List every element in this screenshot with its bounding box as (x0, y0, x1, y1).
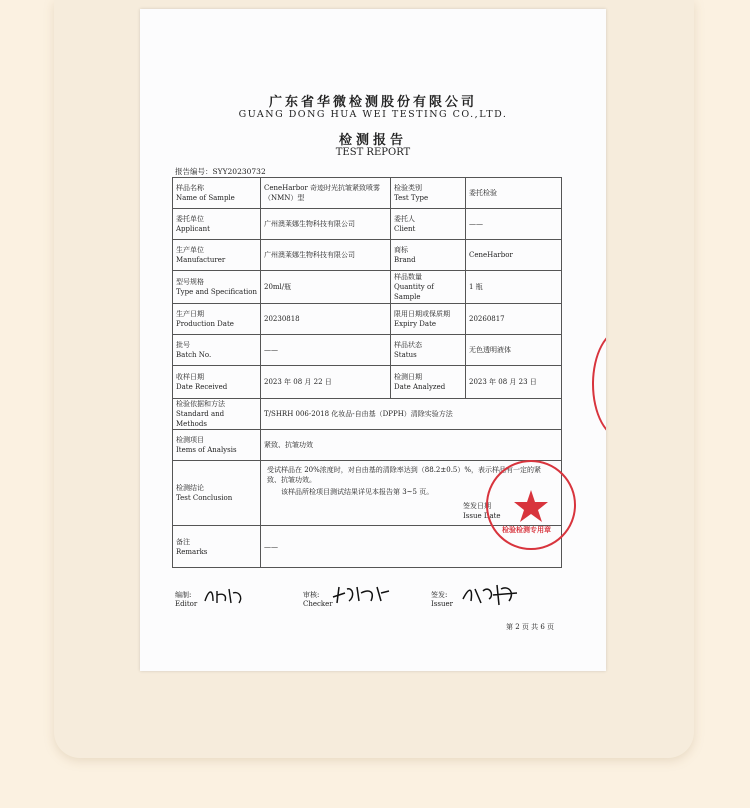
table-row (173, 399, 561, 430)
row-label-en: Test Type (394, 194, 429, 202)
row-label-cn: 样品名称 (176, 184, 204, 192)
standard-value: T/SHRH 006-2018 化妆品-自由基（DPPH）清除实验方法 (264, 410, 453, 418)
row-label-en: Batch No. (176, 351, 212, 359)
row-label-cn: 检测项目 (176, 436, 204, 444)
row-label-cn: 收样日期 (176, 373, 204, 381)
official-seal (486, 460, 576, 550)
editor-label-en: Editor (175, 600, 198, 608)
checker-label-en: Checker (303, 600, 333, 608)
row-label-cn: 生产单位 (176, 246, 204, 254)
seal-star-icon (488, 462, 574, 548)
row-value: 2023 年 08 月 22 日 (264, 378, 332, 386)
company-name-en: GUANG DONG HUA WEI TESTING CO.,LTD. (238, 109, 508, 120)
row-label-cn: 检验依据和方法 (176, 400, 225, 408)
row-label-en: Type and Specification (176, 288, 257, 296)
table-row (173, 271, 561, 304)
issuer-handwritten-signature (459, 581, 519, 607)
issuer-signature (431, 591, 453, 609)
row-value: 广州澳莱娜生物科技有限公司 (264, 251, 355, 259)
row-value: 广州澳莱娜生物科技有限公司 (264, 220, 355, 228)
row-value: 20260817 (469, 315, 505, 323)
row-value: —— (264, 346, 278, 354)
row-label-en: Client (394, 225, 416, 233)
row-label-cn: 委托人 (394, 215, 415, 223)
row-label-en: Production Date (176, 320, 234, 328)
test-report-page (140, 9, 606, 671)
row-label-en: Brand (394, 256, 416, 264)
table-row (173, 240, 561, 271)
row-label-en: Name of Sample (176, 194, 235, 202)
row-label-cn: 商标 (394, 246, 408, 254)
checker-signature (303, 591, 333, 609)
row-label-en: Remarks (176, 547, 208, 556)
row-label-cn: 样品数量 (394, 273, 422, 281)
issue-date-label-cn: 签发日期 (463, 502, 491, 510)
row-label-cn: 委托单位 (176, 215, 204, 223)
issuer-label-cn: 签发: (431, 591, 448, 599)
editor-handwritten-signature (203, 585, 247, 605)
row-label-en: Date Received (176, 383, 228, 391)
editor-signature (175, 591, 197, 609)
editor-label-cn: 编制: (175, 591, 192, 599)
row-label-en: Expiry Date (394, 320, 437, 328)
row-value: CeneHarbor (469, 251, 513, 259)
checker-label-cn: 审核: (303, 591, 320, 599)
row-label-cn: 备注 (176, 537, 190, 546)
row-label-cn: 检测日期 (394, 373, 422, 381)
row-label-cn: 生产日期 (176, 310, 204, 318)
table-row (173, 178, 561, 209)
side-seal (592, 329, 606, 439)
table-row (173, 209, 561, 240)
row-label-en: Date Analyzed (394, 383, 446, 391)
row-value: CeneHarbor 奇迹时光抗皱紧致喷雾（NMN）型 (264, 184, 381, 202)
row-value: 20ml/瓶 (264, 283, 292, 291)
row-label-cn: 限用日期或保质期 (394, 310, 450, 318)
issuer-label-en: Issuer (431, 600, 453, 608)
row-label-cn: 型号规格 (176, 278, 204, 286)
row-value: 1 瓶 (469, 283, 483, 291)
row-value: —— (469, 220, 483, 228)
row-label-en: Test Conclusion (176, 494, 233, 502)
remarks-value: —— (264, 542, 278, 551)
seal-text: 检验检测专用章 (502, 525, 551, 534)
row-value: 20230818 (264, 315, 300, 323)
checker-handwritten-signature (331, 583, 391, 605)
row-label-en: Standard and Methods (176, 410, 225, 428)
row-label-cn: 检验类别 (394, 184, 422, 192)
company-name-cn: 广东省华微检测股份有限公司 (268, 95, 477, 110)
row-label-en: Items of Analysis (176, 446, 237, 454)
conclusion-paragraph: 该样品所检项目测试结果详见本报告第 3~5 页。 (281, 488, 434, 496)
report-title-en: TEST REPORT (335, 147, 411, 158)
row-label-en: Manufacturer (176, 256, 226, 264)
table-row (173, 335, 561, 366)
row-label-en: Quantity of Sample (394, 283, 434, 301)
issue-date-label-en: Issue Date (463, 512, 501, 520)
row-value: 2023 年 08 月 23 日 (469, 378, 537, 386)
table-row (173, 430, 561, 461)
table-row (173, 366, 561, 399)
items-value: 紧致、抗皱功效 (264, 441, 313, 449)
page-number: 第 2 页 共 6 页 (506, 623, 555, 631)
row-label-cn: 检测结论 (176, 484, 204, 492)
row-label-en: Status (394, 351, 417, 359)
report-number: 报告编号：SYY20230732 (175, 167, 266, 176)
conclusion-paragraph: 受试样品在 20%浓度时，对自由基的清除率达到（88.2±0.5）%，表示样品有一定的紧致、抗皱功效。 (267, 466, 542, 484)
row-label-en: Applicant (176, 225, 210, 233)
row-value: 委托检验 (469, 189, 497, 197)
row-label-cn: 批号 (176, 341, 190, 349)
row-value: 无色透明液体 (469, 346, 511, 354)
row-label-cn: 样品状态 (394, 341, 422, 349)
table-row (173, 304, 561, 335)
report-title-cn: 检测报告 (338, 133, 407, 148)
